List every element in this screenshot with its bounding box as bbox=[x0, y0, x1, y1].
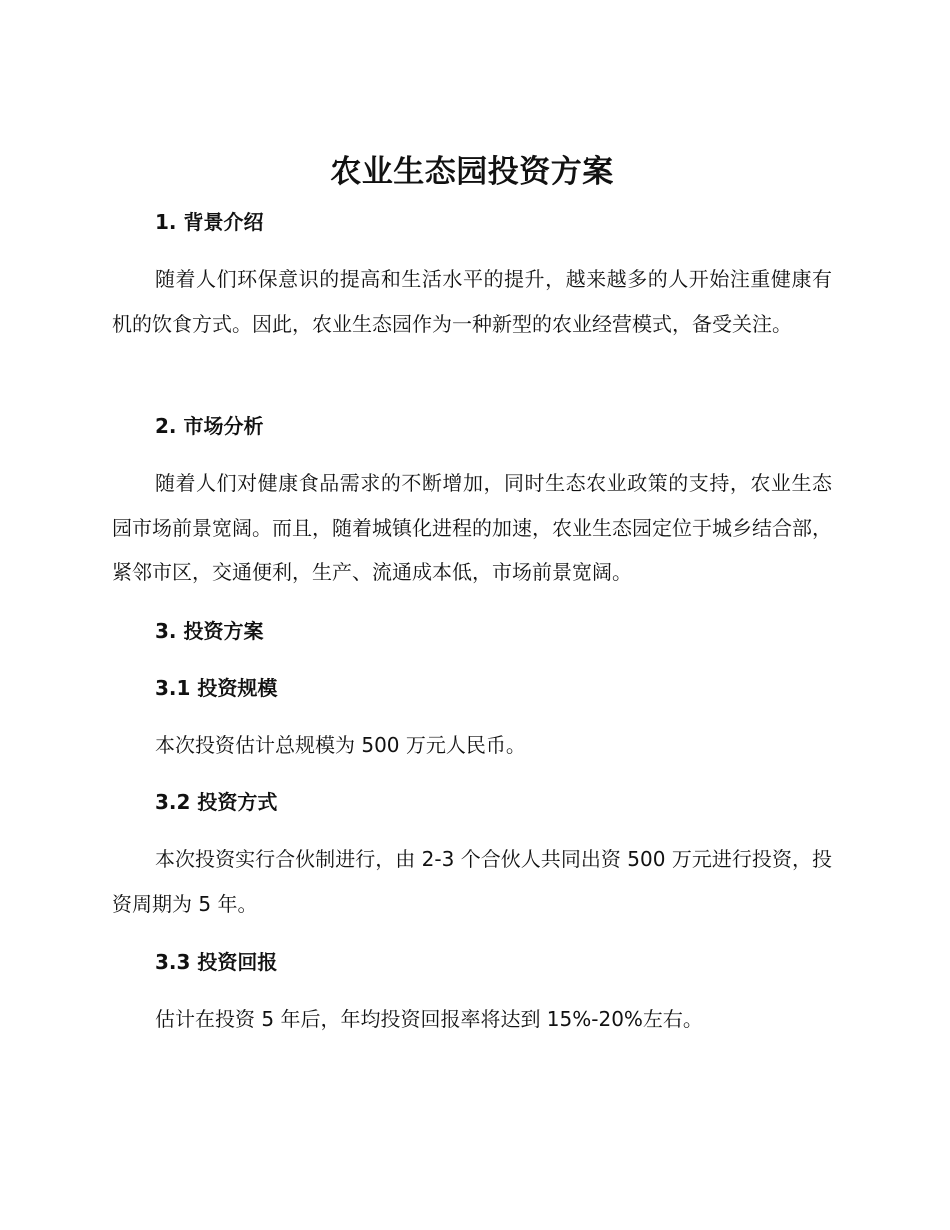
section-text-background: 随着人们环保意识的提高和生活水平的提升，越来越多的人开始注重健康有机的饮食方式。因此，农业生态园作为一种新型的农业经营模式，备受关注。 bbox=[112, 267, 832, 336]
subsection-heading-method: 3.2 投资方式 bbox=[155, 790, 278, 814]
subsection-text-returns: 估计在投资 5 年后，年均投资回报率将达到 15%-20%左右。 bbox=[155, 1007, 703, 1031]
section-heading-market: 2. 市场分析 bbox=[155, 414, 264, 438]
section-heading-plan: 3. 投资方案 bbox=[155, 619, 264, 643]
section-heading-background: 1. 背景介绍 bbox=[155, 210, 264, 234]
subsection-text-scale: 本次投资估计总规模为 500 万元人民币。 bbox=[155, 733, 526, 757]
subsection-heading-returns: 3.3 投资回报 bbox=[155, 950, 278, 974]
section-text-market: 随着人们对健康食品需求的不断增加，同时生态农业政策的支持，农业生态园市场前景宽阔。而且，随着城镇化进程的加速，农业生态园定位于城乡结合部，紧邻市区，交通便利，生产、流通成本低，市场前景宽阔。 bbox=[112, 471, 832, 584]
subsection-text-method: 本次投资实行合伙制进行，由 2-3 个合伙人共同出资 500 万元进行投资，投资周期为 5 年。 bbox=[112, 847, 832, 916]
subsection-heading-scale: 3.1 投资规模 bbox=[155, 676, 278, 700]
document-title: 农业生态园投资方案 bbox=[330, 154, 614, 190]
